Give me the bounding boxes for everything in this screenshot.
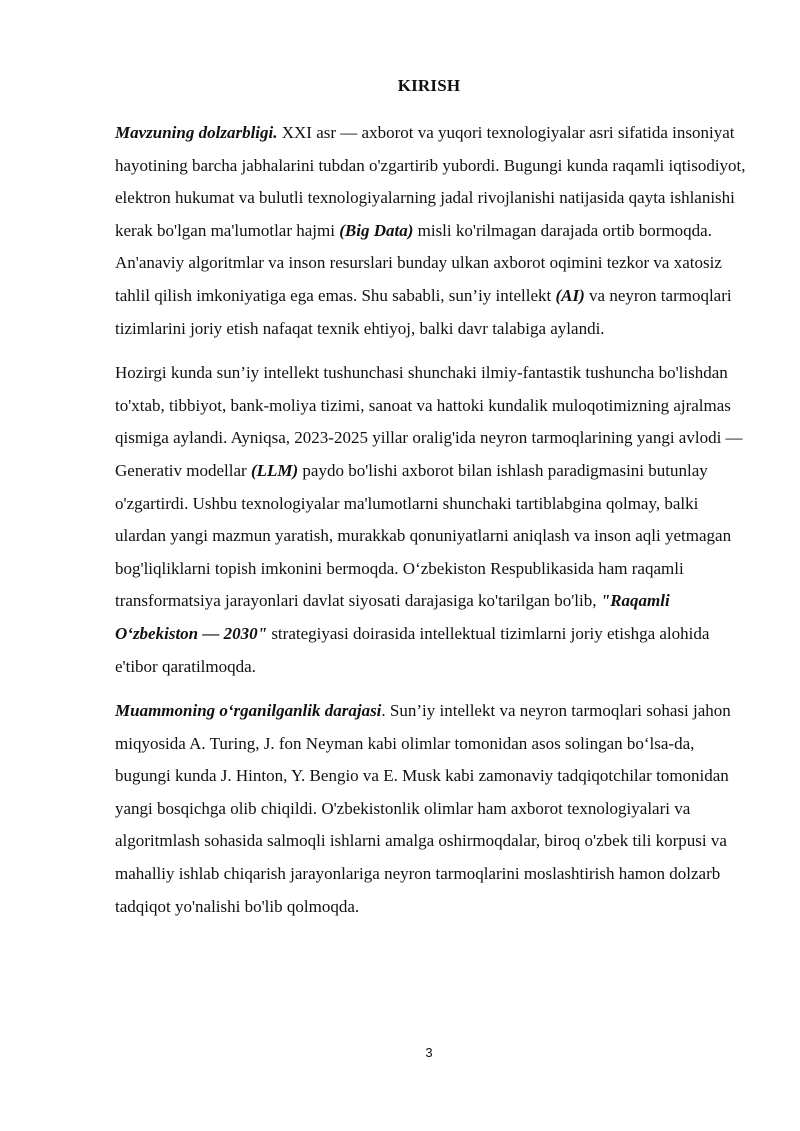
section-heading: KIRISH xyxy=(397,76,461,95)
paragraph-text: misli ko'rilmagan darajada ortib bormoqda. An'anaviy algoritmlar va inson resurslari bunday ulkan axborot oqimini tezkor va xatosiz tahlil qilish imkoniyatiga ega emas. Shu sababli, sun’iy intellekt xyxy=(115,220,722,305)
emphasis-text: (AI) xyxy=(555,285,585,305)
paragraph-text: paydo bo'lishi axborot bilan ishlash paradigmasini butunlay o'zgartirdi. Ushbu texnologiyalar ma'lumotlarni shunchaki tartiblabgina qolmay, balki ulardan yangi mazmun yaratish, murakkab qonuniyatlarni aniqlash va inson aqli yetmagan bog'liqliklarni topish imkonini bermoqda. O‘zbekiston Respublikasida ham raqamli transformatsiya jarayonlari davlat siyosati darajasiga ko'tarilgan bo'lib, xyxy=(115,460,732,611)
emphasis-text: (Big Data) xyxy=(339,220,414,240)
body-text xyxy=(115,117,747,935)
paragraph xyxy=(115,695,747,923)
paragraph-text: va neyron tarmoqlari tizimlarini joriy etish nafaqat texnik ehtiyoj, balki davr talabiga aylandi. xyxy=(115,285,732,338)
emphasis-text: Muammoning o‘rganilganlik darajasi xyxy=(115,701,382,721)
emphasis-text: Mavzuning dolzarbligi. xyxy=(115,123,278,142)
paragraph-text: XXI asr — axborot va yuqori texnologiyalar asri sifatida insoniyat hayotining barcha jabhalarini tubdan o'zgartirib yubordi. Bugungi kunda raqamli iqtisodiyot, elektron hukumat va bulutli texnologiyalarning jadal rivojlanishi natijasida qayta ishlanishi kerak bo'lgan ma'lumotlar hajmi xyxy=(115,123,746,240)
page-number: 3 xyxy=(425,1045,433,1060)
paragraph xyxy=(115,357,747,683)
emphasis-text: "Raqamli O‘zbekiston — 2030" xyxy=(115,591,670,643)
paragraph-text: . Sun’iy intellekt va neyron tarmoqlari sohasi jahon miqyosida A. Turing, J. fon Neyman kabi olimlar tomonidan asos solingan bo‘lsa-da, bugungi kunda J. Hinton, Y. Bengio va E. Musk kabi zamonaviy tadqiqotchilar tomonidan yangi bosqichga olib chiqildi. O'zbekistonlik olimlar ham axborot texnologiyalari va algoritmlash sohasida salmoqli ishlarni amalga oshirmoqdalar, biroq o'zbek tili korpusi va mahalliy ishlab chiqarish jarayonlariga neyron tarmoqlarini moslashtirish hamon dolzarb tadqiqot yo'nalishi bo'lib qolmoqda. xyxy=(115,701,731,916)
paragraph-text: strategiyasi doirasida intellektual tizimlarni joriy etishga alohida e'tibor qaratilmoqda. xyxy=(115,623,710,676)
emphasis-text: (LLM) xyxy=(250,460,299,480)
paragraph-text: Hozirgi kunda sun’iy intellekt tushunchasi shunchaki ilmiy-fantastik tushuncha bo'lishdan to'xtab, tibbiyot, bank-moliya tizimi, sanoat va hattoki kundalik muloqotimizning ajralmas qismiga aylandi. Ayniqsa, 2023-2025 yillar oralig'ida neyron tarmoqlarining yangi avlodi — Generativ modellar xyxy=(115,363,743,480)
paragraph xyxy=(115,117,747,345)
